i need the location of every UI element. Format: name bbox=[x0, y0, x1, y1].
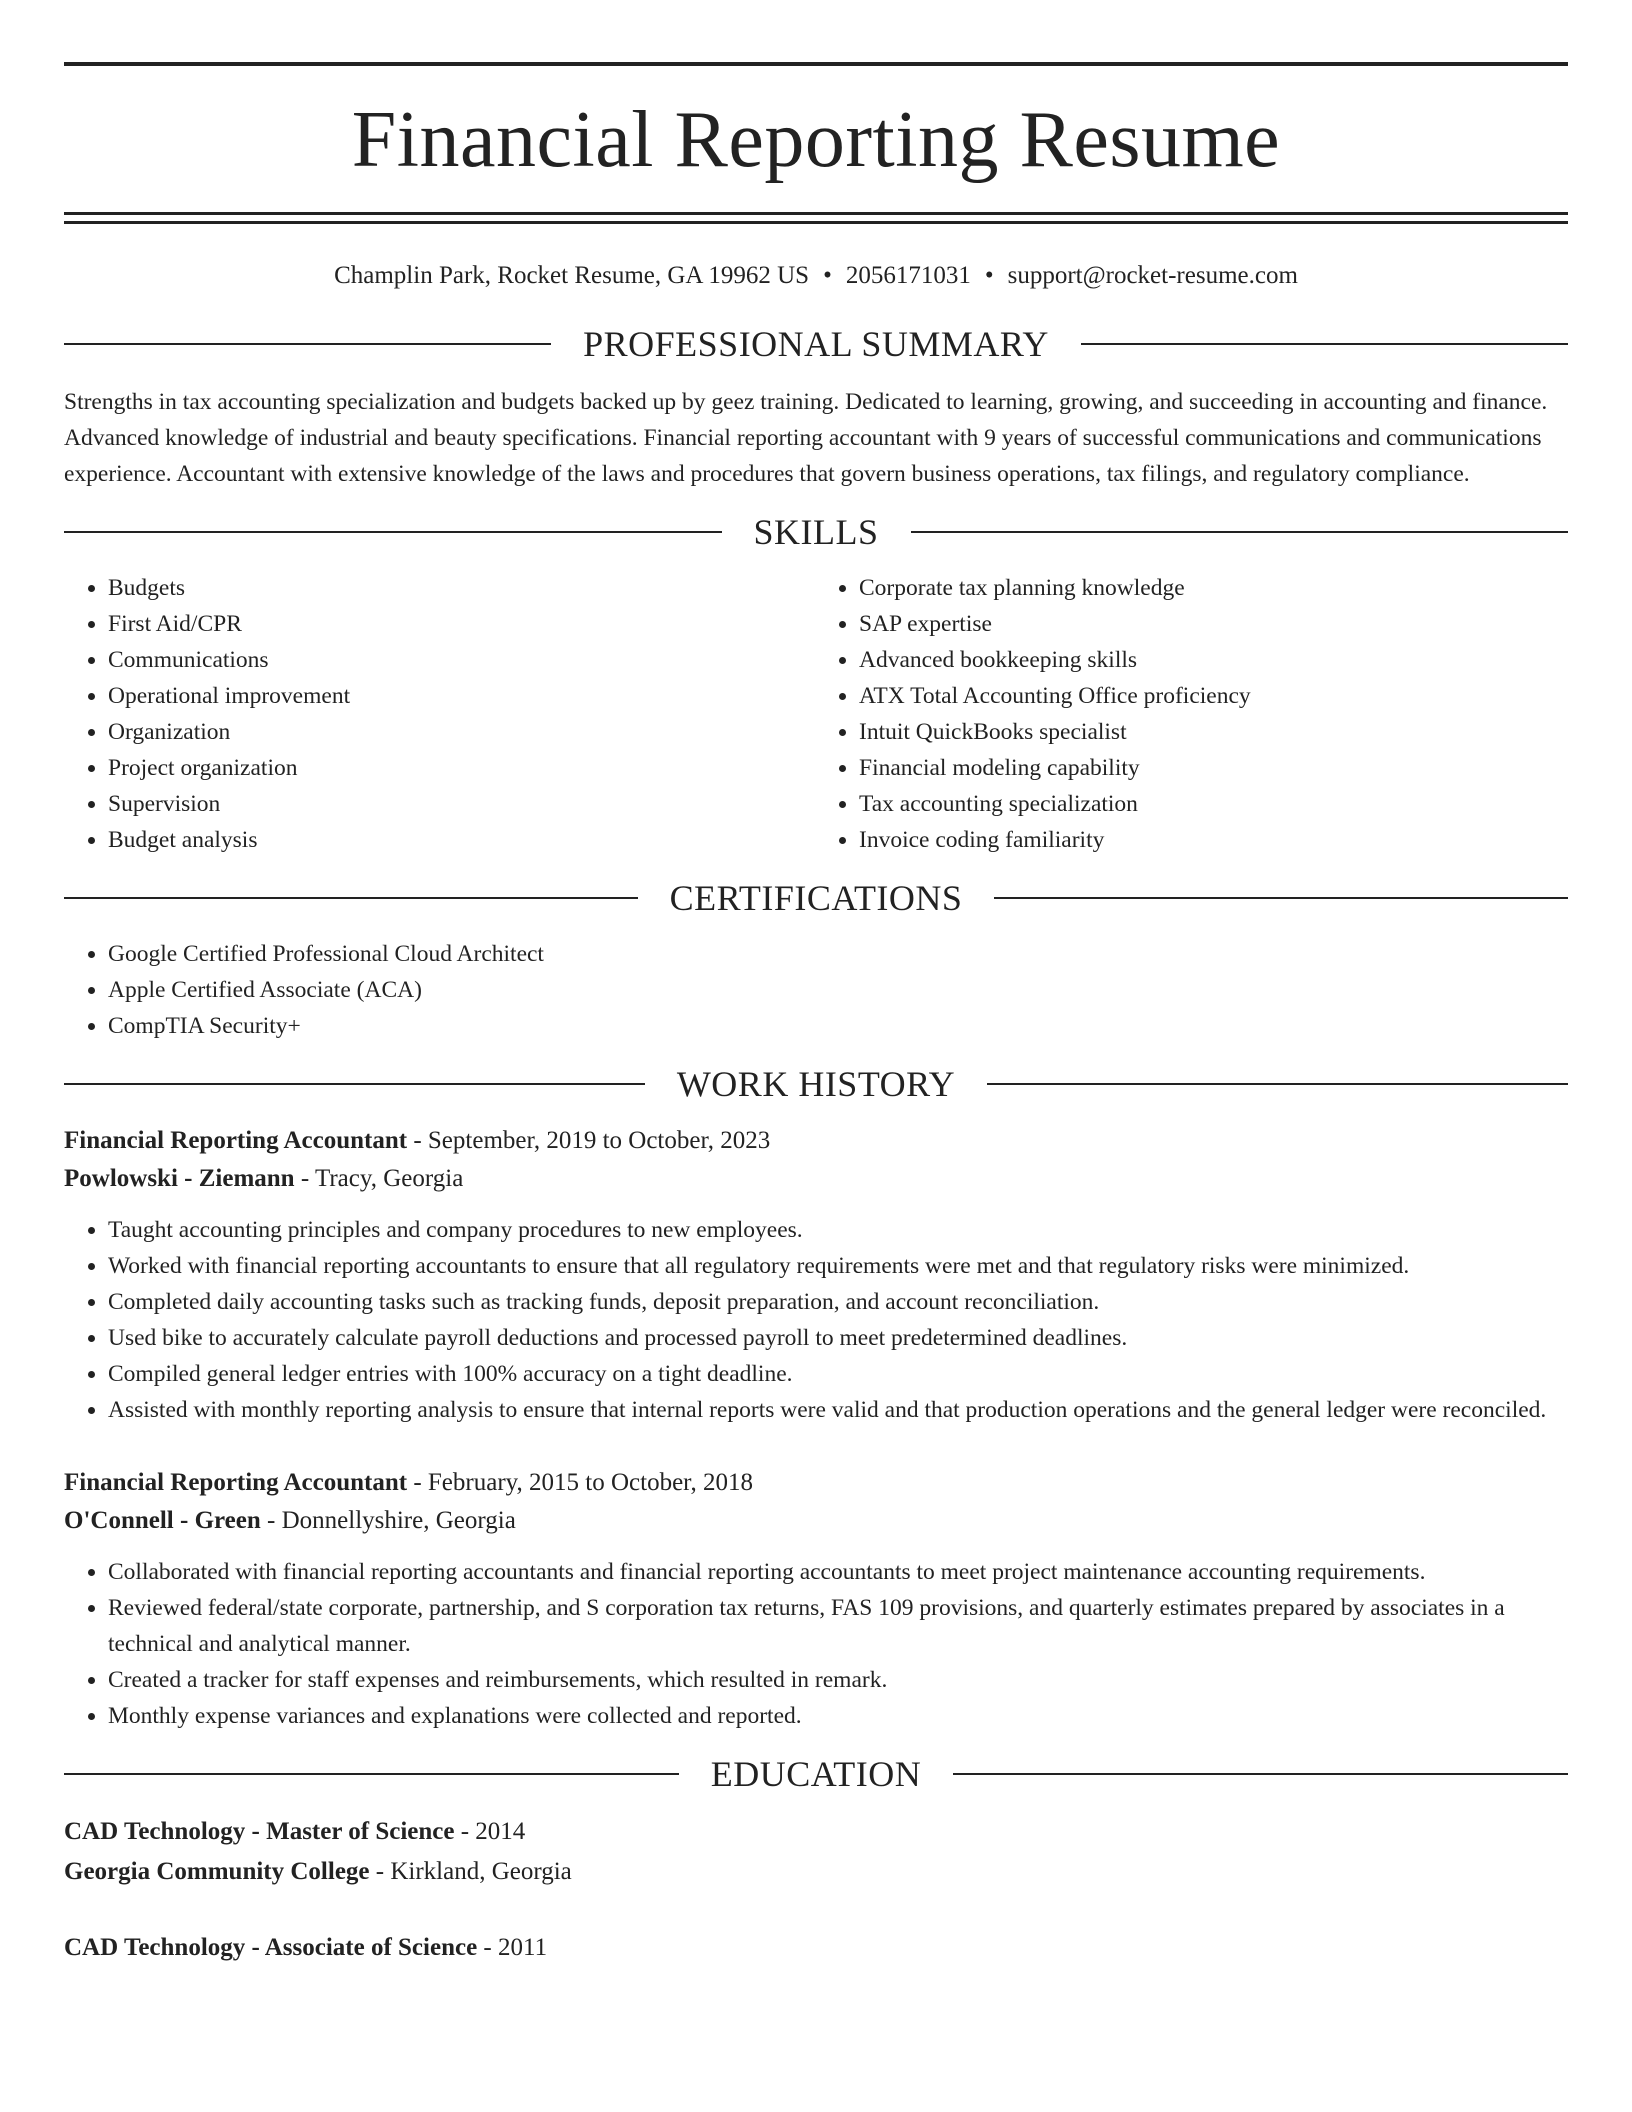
job-bullets bbox=[64, 1554, 1568, 1734]
heading-rule bbox=[64, 343, 551, 345]
work-heading: WORK HISTORY bbox=[676, 1064, 956, 1104]
list-item: • Budget analysis bbox=[108, 822, 816, 858]
education-heading: EDUCATION bbox=[710, 1754, 922, 1794]
skills-column-left bbox=[64, 570, 816, 858]
heading-rule bbox=[1081, 343, 1568, 345]
heading-rule bbox=[994, 897, 1568, 899]
job-dates: February, 2015 to October, 2018 bbox=[427, 1469, 753, 1496]
job-company: O'Connell - Green bbox=[64, 1507, 261, 1534]
education-location: Kirkland, Georgia bbox=[390, 1858, 572, 1885]
section-heading-summary bbox=[64, 326, 1568, 362]
list-item: • CompTIA Security+ bbox=[108, 1008, 1568, 1044]
list-item: • Worked with financial reporting accountants to ensure that all regulatory requirements were met and that regulatory risks were minimized. bbox=[108, 1248, 1568, 1284]
certifications-heading: CERTIFICATIONS bbox=[669, 878, 963, 918]
list-item: • Reviewed federal/state corporate, partnership, and S corporation tax returns, FAS 109 provisions, and quarterly estimates prepared by associates in a technical and analytical manner. bbox=[108, 1590, 1568, 1662]
list-item: • Organization bbox=[108, 714, 816, 750]
heading-rule bbox=[64, 1773, 679, 1775]
list-item: • Monthly expense variances and explanations were collected and reported. bbox=[108, 1698, 1568, 1734]
list-item: • Supervision bbox=[108, 786, 816, 822]
heading-rule bbox=[64, 897, 638, 899]
job-title: Financial Reporting Accountant bbox=[64, 1127, 408, 1154]
heading-rule bbox=[64, 531, 722, 533]
list-item: • First Aid/CPR bbox=[108, 606, 816, 642]
list-item: • ATX Total Accounting Office proficiency bbox=[859, 678, 1568, 714]
list-item: • Google Certified Professional Cloud Architect bbox=[108, 936, 1568, 972]
summary-text: Strengths in tax accounting specialization and budgets backed up by geez training. Dedicated to learning, growing, and succeeding in accounting and finance. Advanced knowledge of industrial and beauty specifications. Financial reporting accountant with 9 years of successful communications and communications experience. Accountant with extensive knowledge of the laws and procedures that govern business operations, tax filings, and regulatory compliance. bbox=[64, 389, 1548, 487]
education-entry bbox=[64, 1812, 1568, 1892]
contact-phone: 2056171031 bbox=[845, 262, 971, 289]
list-item: • Advanced bookkeeping skills bbox=[859, 642, 1568, 678]
job-location: Donnellyshire, Georgia bbox=[281, 1507, 516, 1534]
section-heading-skills bbox=[64, 514, 1568, 550]
education-school-line: Georgia Community College - Kirkland, Georgia bbox=[64, 1858, 572, 1885]
certifications-list bbox=[64, 936, 1568, 1044]
list-item: • Tax accounting specialization bbox=[859, 786, 1568, 822]
job-dates: September, 2019 to October, 2023 bbox=[427, 1127, 771, 1154]
job-entry bbox=[64, 1122, 1568, 1428]
list-item: • Created a tracker for staff expenses and reimbursements, which resulted in remark. bbox=[108, 1662, 1568, 1698]
contact-email: support@rocket-resume.com bbox=[1007, 262, 1298, 289]
list-item: • Operational improvement bbox=[108, 678, 816, 714]
job-title-line: Financial Reporting Accountant - February, 2015 to October, 2018 bbox=[64, 1469, 753, 1496]
list-item: • Collaborated with financial reporting accountants and financial reporting accountants to meet project maintenance accounting requirements. bbox=[108, 1554, 1568, 1590]
contact-address: Champlin Park, Rocket Resume, GA 19962 US bbox=[334, 262, 810, 289]
list-item: • Corporate tax planning knowledge bbox=[859, 570, 1568, 606]
list-item: • SAP expertise bbox=[859, 606, 1568, 642]
list-item: • Assisted with monthly reporting analysis to ensure that internal reports were valid and that production operations and the general ledger were reconciled. bbox=[108, 1392, 1568, 1428]
heading-rule bbox=[911, 531, 1569, 533]
education-entry bbox=[64, 1928, 1568, 1968]
job-company: Powlowski - Ziemann bbox=[64, 1165, 295, 1192]
list-item: • Financial modeling capability bbox=[859, 750, 1568, 786]
section-heading-work bbox=[64, 1066, 1568, 1102]
job-title: Financial Reporting Accountant bbox=[64, 1469, 408, 1496]
top-rule bbox=[64, 62, 1568, 66]
list-item: • Communications bbox=[108, 642, 816, 678]
job-company-line: Powlowski - Ziemann - Tracy, Georgia bbox=[64, 1165, 464, 1192]
contact-line bbox=[64, 256, 1568, 296]
job-title-line: Financial Reporting Accountant - September, 2019 to October, 2023 bbox=[64, 1127, 771, 1154]
list-item: • Intuit QuickBooks specialist bbox=[859, 714, 1568, 750]
education-degree: CAD Technology - Associate of Science bbox=[64, 1934, 478, 1961]
list-item: • Taught accounting principles and company procedures to new employees. bbox=[108, 1212, 1568, 1248]
section-heading-education bbox=[64, 1756, 1568, 1792]
list-item: • Completed daily accounting tasks such as tracking funds, deposit preparation, and account reconciliation. bbox=[108, 1284, 1568, 1320]
summary-heading: PROFESSIONAL SUMMARY bbox=[583, 324, 1049, 364]
education-year: 2011 bbox=[498, 1934, 548, 1961]
job-bullets bbox=[64, 1212, 1568, 1428]
list-item: • Budgets bbox=[108, 570, 816, 606]
skills-list bbox=[64, 570, 1568, 858]
list-item: • Used bike to accurately calculate payroll deductions and processed payroll to meet predetermined deadlines. bbox=[108, 1320, 1568, 1356]
job-entry bbox=[64, 1464, 1568, 1734]
heading-rule bbox=[64, 1083, 645, 1085]
job-location: Tracy, Georgia bbox=[314, 1165, 464, 1192]
heading-rule bbox=[953, 1773, 1568, 1775]
resume-page bbox=[64, 62, 1568, 1968]
list-item: • Apple Certified Associate (ACA) bbox=[108, 972, 1568, 1008]
skills-column-right bbox=[816, 570, 1568, 858]
skills-heading: SKILLS bbox=[753, 512, 879, 552]
page-title: Financial Reporting Resume bbox=[351, 96, 1281, 184]
heading-rule bbox=[987, 1083, 1568, 1085]
education-year: 2014 bbox=[475, 1818, 526, 1845]
contact-separator: • bbox=[823, 262, 832, 289]
title-double-rule bbox=[64, 212, 1568, 224]
list-item: • Compiled general ledger entries with 100% accuracy on a tight deadline. bbox=[108, 1356, 1568, 1392]
education-degree-line: CAD Technology - Associate of Science - 2011 bbox=[64, 1934, 548, 1961]
section-heading-certifications bbox=[64, 880, 1568, 916]
education-degree-line: CAD Technology - Master of Science - 2014 bbox=[64, 1818, 526, 1845]
list-item: • Invoice coding familiarity bbox=[859, 822, 1568, 858]
education-degree: CAD Technology - Master of Science bbox=[64, 1818, 455, 1845]
list-item: • Project organization bbox=[108, 750, 816, 786]
education-school: Georgia Community College bbox=[64, 1858, 370, 1885]
job-company-line: O'Connell - Green - Donnellyshire, Georgia bbox=[64, 1507, 516, 1534]
contact-separator: • bbox=[984, 262, 994, 289]
